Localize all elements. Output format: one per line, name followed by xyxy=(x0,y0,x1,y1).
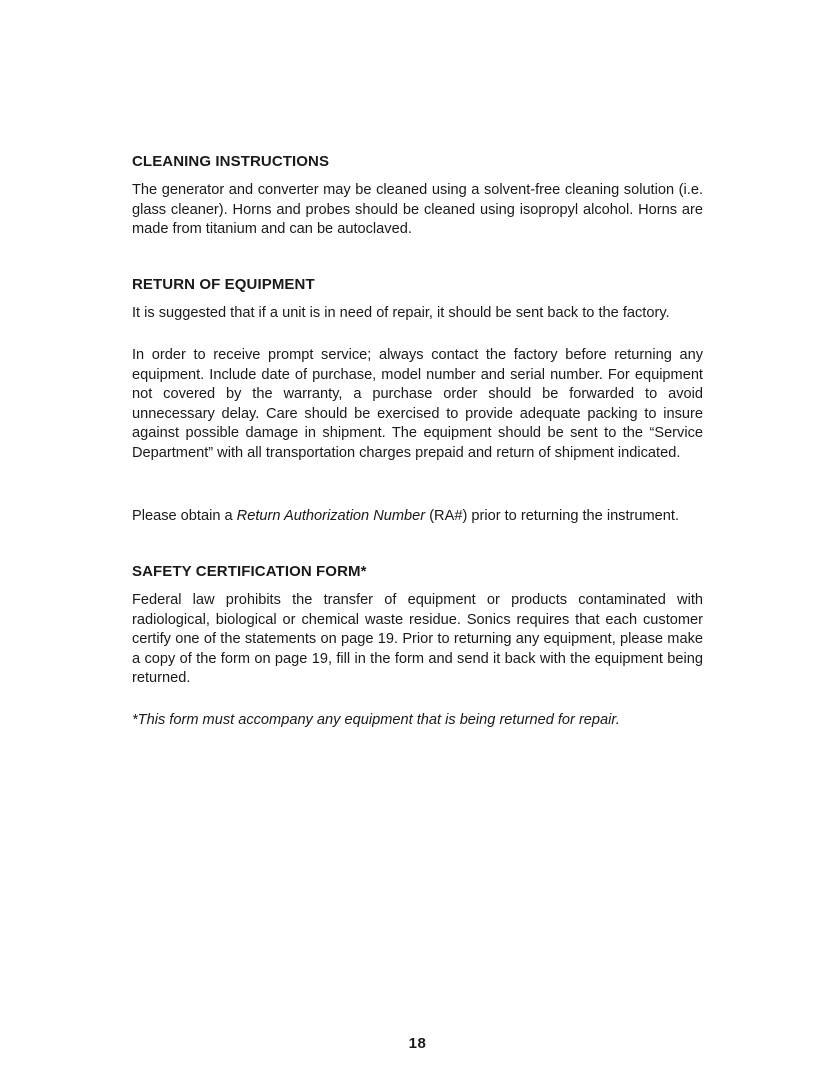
safety-certification-heading: SAFETY CERTIFICATION FORM* xyxy=(132,563,367,580)
safety-certification-body: Federal law prohibits the transfer of equipment or products contaminated with radiological, biological or chemical waste residue. Sonics requires that each customer certify one of the statements on page 19. Prior to returning any equipment, please make a copy of the form on page 19, fill in the form and send it back with the equipment being returned. xyxy=(132,592,703,687)
page-number: 18 xyxy=(408,1035,427,1052)
ra-prefix-text: Please obtain a xyxy=(132,508,237,524)
cleaning-instructions-body: The generator and converter may be cleaned using a solvent-free cleaning solution (i.e. glass cleaner). Horns and probes should be cleaned using isopropyl alcohol. Horns are made from titanium and can be autoclaved. xyxy=(132,182,703,238)
return-equipment-intro: It is suggested that if a unit is in need of repair, it should be sent back to the factory. xyxy=(132,305,670,321)
safety-form-footnote: *This form must accompany any equipment that is being returned for repair. xyxy=(132,712,620,728)
return-authorization-paragraph xyxy=(132,507,703,527)
ra-number-term: Return Authorization Number xyxy=(236,508,426,524)
cleaning-instructions-heading: CLEANING INSTRUCTIONS xyxy=(132,153,330,170)
ra-suffix-text: (RA#) prior to returning the instrument. xyxy=(425,508,680,524)
return-of-equipment-heading: RETURN OF EQUIPMENT xyxy=(132,276,315,293)
return-equipment-instructions: In order to receive prompt service; always contact the factory before returning any equipment. Include date of purchase, model number and serial number. For equipment not covered by the warranty, a purchase order should be forwarded to avoid unnecessary delay. Care should be exercised to provide adequate packing to insure against possible damage in shipment. The equipment should be sent to the “Service Department” with all transportation charges prepaid and return of shipment indicated. xyxy=(132,347,703,461)
